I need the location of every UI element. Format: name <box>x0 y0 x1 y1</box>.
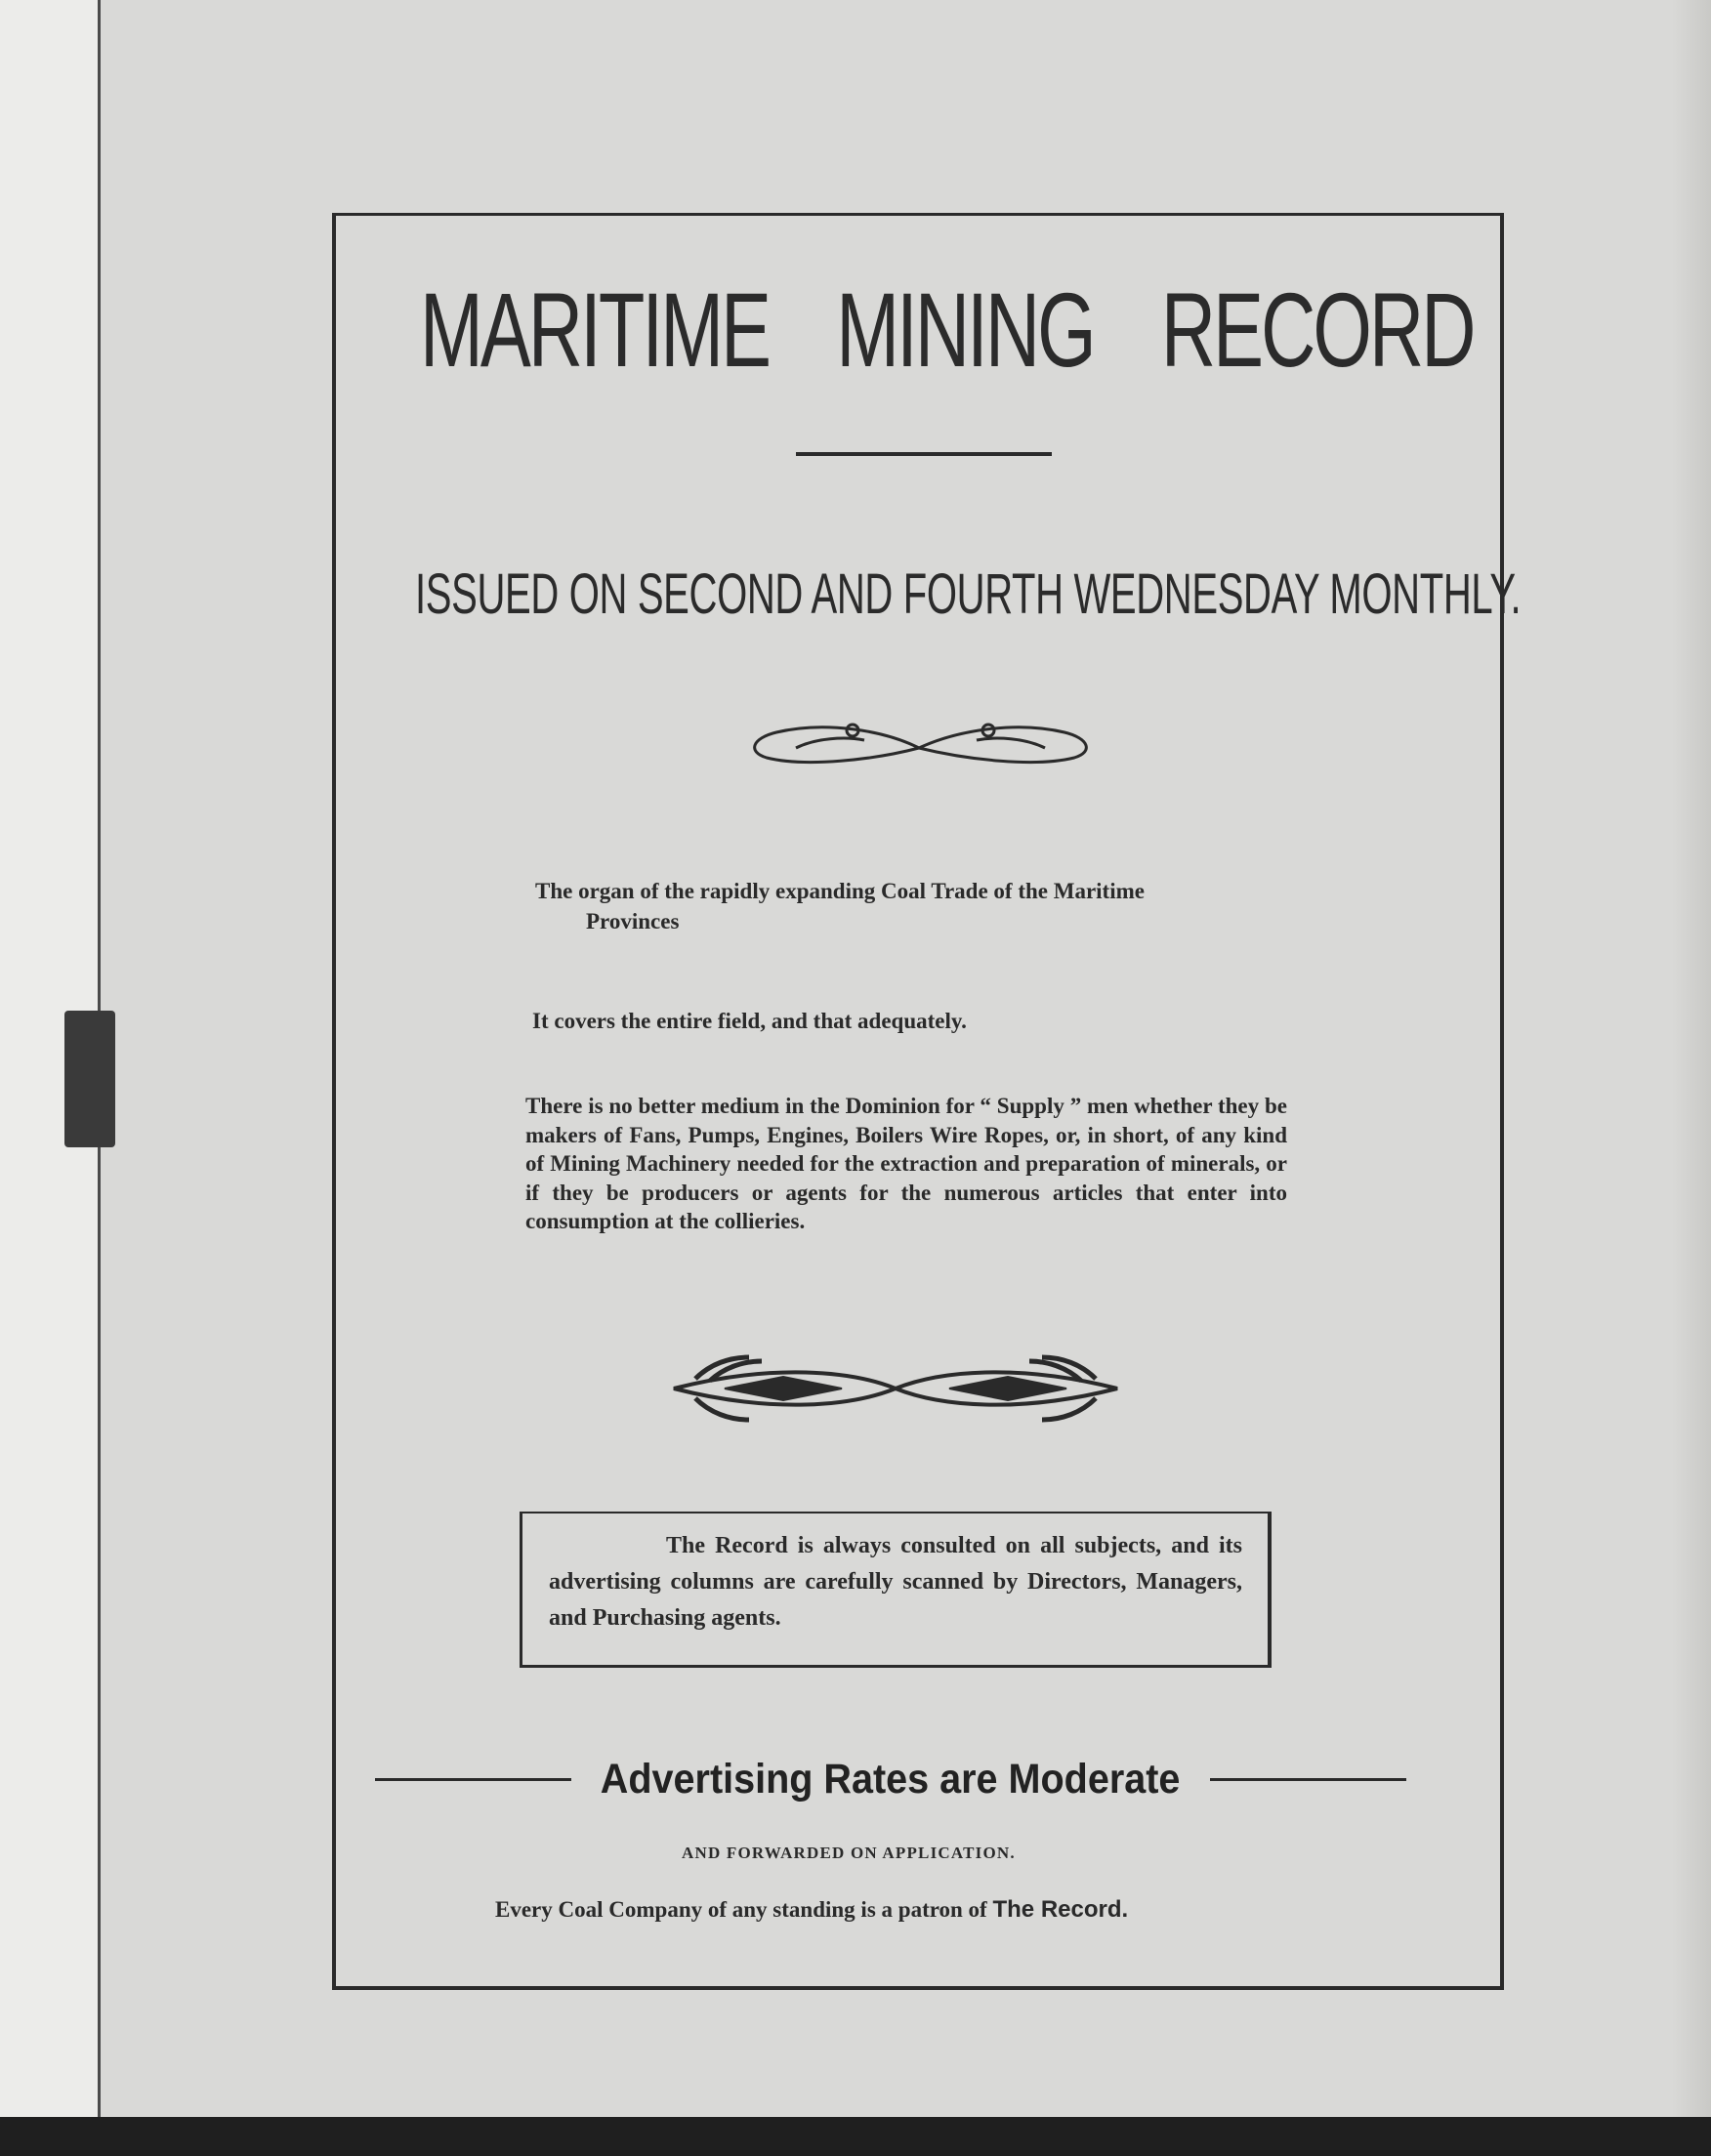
paragraph-supply-men: There is no better medium in the Dominion for “ Supply ” men whether they be makers of Fans, Pumps, Engines, Boilers Wire Ropes, or, in short, of any kind of Mining Machinery needed for the extraction and preparation of minerals, or if they be producers or agents for the numerous articles that enter into consumption at the collieries. <box>525 1094 1287 1233</box>
rates-heading-row <box>375 1756 1406 1804</box>
page-bottom-edge <box>0 2117 1711 2156</box>
rates-rule-left <box>375 1778 571 1781</box>
patron-name: The Record. <box>992 1896 1129 1923</box>
title-divider <box>796 452 1052 456</box>
paragraph-coverage: It covers the entire field, and that adequately. <box>532 1009 967 1033</box>
page-title: MARITIME MINING RECORD <box>420 270 1474 389</box>
page-shadow <box>1672 0 1711 2117</box>
patron-text: Every Coal Company of any standing is a patron of <box>495 1897 987 1922</box>
patron-line <box>495 1896 1128 1924</box>
forwarded-note: AND FORWARDED ON APPLICATION. <box>682 1844 1016 1862</box>
notice-text: The Record is always consulted on all subjects, and its advertising columns are carefully scanned by Directors, Managers, and Purchasing agents. <box>549 1533 1242 1631</box>
paragraph-coal-trade-line2: Provinces <box>586 909 680 933</box>
issue-schedule: ISSUED ON SECOND AND FOURTH WEDNESDAY MONTHLY. <box>415 562 1522 626</box>
paragraph-coal-trade <box>535 876 1307 936</box>
binding-clip <box>64 1011 115 1147</box>
scroll-ornament-icon <box>737 711 1104 781</box>
rates-rule-right <box>1210 1778 1406 1781</box>
leaf-ornament-icon <box>666 1349 1125 1428</box>
rates-heading: Advertising Rates are Moderate <box>601 1756 1181 1803</box>
paragraph-coal-trade-line1: The organ of the rapidly expanding Coal Trade of the Maritime <box>535 879 1145 903</box>
